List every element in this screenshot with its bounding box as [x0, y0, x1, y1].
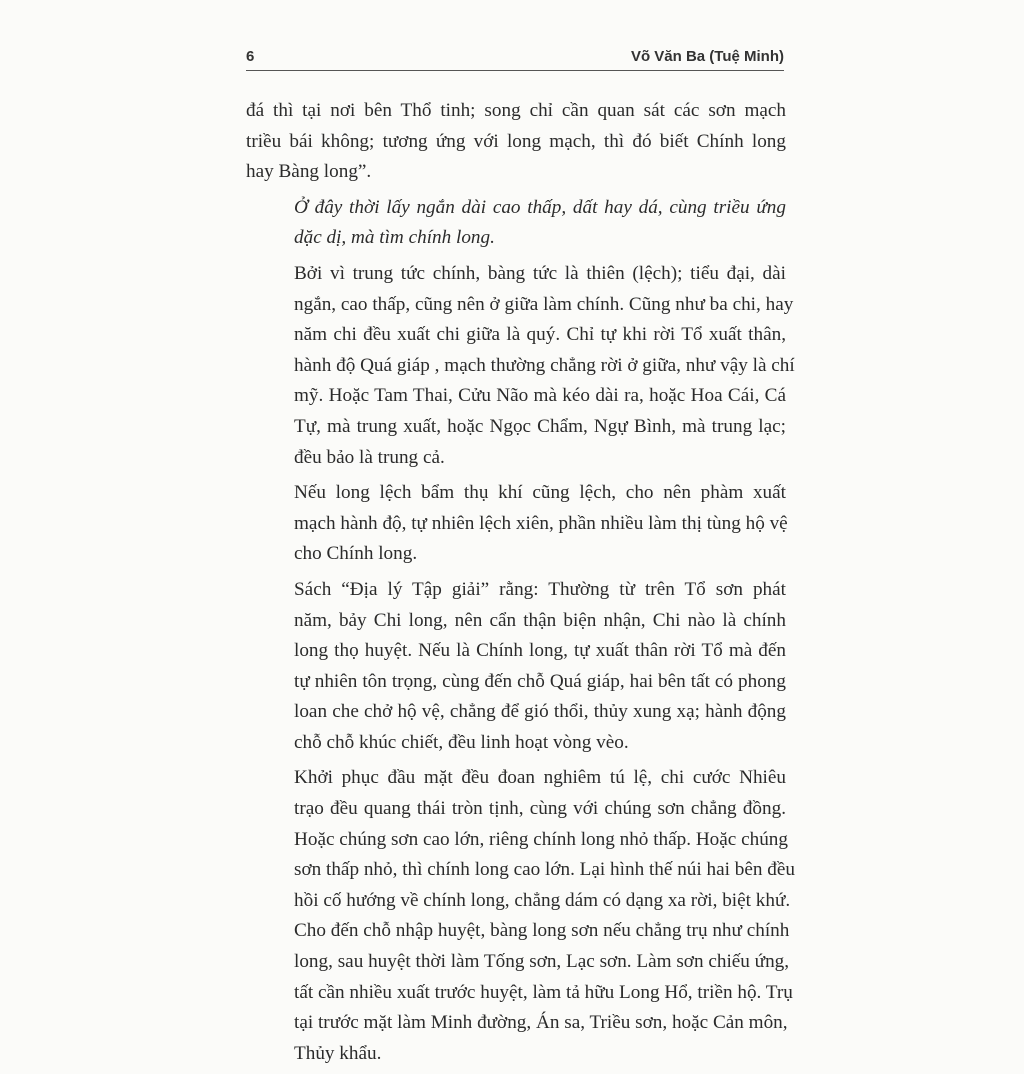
text-line: hồi cố hướng về chính long, chẳng dám có dạng xa rời, biệt khứ. — [294, 889, 791, 911]
page-header — [246, 44, 784, 71]
text-line: trạo đều quang thái tròn tịnh, cùng với chúng sơn chẳng đồng. — [294, 798, 786, 820]
running-head-author: Võ Văn Ba (Tuệ Minh) — [630, 48, 784, 65]
text-line: sơn thấp nhỏ, thì chính long cao lớn. Lại hình thế núi hai bên đều — [294, 859, 795, 881]
text-line: dặc dị, mà tìm chính long. — [294, 227, 495, 249]
text-line: Thủy khẩu. — [294, 1042, 382, 1064]
text-line: hành độ Quá giáp , mạch thường chẳng rời ở giữa, như vậy là chí — [294, 354, 795, 376]
text-line: năm, bảy Chi long, nên cẩn thận biện nhận, Chi nào là chính — [294, 609, 786, 631]
text-line: Tự, mà trung xuất, hoặc Ngọc Chẩm, Ngự Bình, mà trung lạc; — [294, 415, 786, 437]
paragraph — [246, 575, 786, 759]
text-line: Bởi vì trung tức chính, bàng tức là thiên (lệch); tiểu đại, dài — [294, 262, 786, 284]
text-line: tất cần nhiều xuất trước huyệt, làm tả hữu Long Hổ, triền hộ. Trụ — [294, 981, 793, 1003]
text-line: tự nhiên tôn trọng, cùng đến chỗ Quá giáp, hai bên tất có phong — [294, 670, 786, 692]
body-text — [246, 96, 795, 1074]
paragraph — [246, 478, 786, 570]
text-line: loan che chở hộ vệ, chẳng để gió thổi, thủy xung xạ; hành động — [294, 701, 786, 723]
text-line: long, sau huyệt thời làm Tống sơn, Lạc sơn. Làm sơn chiếu ứng, — [294, 951, 790, 973]
text-line: đá thì tại nơi bên Thổ tinh; song chỉ cần quan sát các sơn mạch — [246, 100, 786, 121]
text-line: long thọ huyệt. Nếu là Chính long, tự xuất thân rời Tổ mà đến — [294, 640, 786, 662]
paragraph — [246, 96, 786, 188]
text-line: Ở đây thời lấy ngắn dài cao thấp, dất hay dá, cùng triều ứng — [294, 196, 786, 218]
text-line: Nếu long lệch bẩm thụ khí cũng lệch, cho nên phàm xuất — [294, 482, 786, 504]
paragraph — [246, 193, 786, 254]
page-number: 6 — [246, 48, 255, 65]
text-line: tại trước mặt làm Minh đường, Án sa, Triều sơn, hoặc Cản môn, — [294, 1012, 788, 1034]
text-line: mỹ. Hoặc Tam Thai, Cửu Não mà kéo dài ra, hoặc Hoa Cái, Cá — [294, 385, 786, 407]
text-line: ngắn, cao thấp, cũng nên ở giữa làm chính. Cũng như ba chi, hay — [294, 293, 794, 315]
text-line: Hoặc chúng sơn cao lớn, riêng chính long nhỏ thấp. Hoặc chúng — [294, 828, 788, 850]
text-line: Khởi phục đầu mặt đều đoan nghiêm tú lệ, chi cước Nhiêu — [294, 767, 786, 789]
text-line: cho Chính long. — [294, 543, 418, 565]
text-line: Cho đến chỗ nhập huyệt, bàng long sơn nếu chẳng trụ như chính — [294, 920, 790, 942]
text-line: Sách “Địa lý Tập giải” rằng: Thường từ trên Tổ sơn phát — [294, 578, 786, 600]
text-line: triều bái không; tương ứng với long mạch, thì đó biết Chính long — [246, 130, 786, 152]
text-line: năm chi đều xuất chi giữa là quý. Chỉ tự khi rời Tổ xuất thân, — [294, 324, 786, 346]
text-line: mạch hành độ, tự nhiên lệch xiên, phần nhiều làm thị tùng hộ vệ — [294, 512, 788, 534]
paragraph — [246, 259, 795, 473]
paragraph — [246, 763, 795, 1069]
text-line: đều bảo là trung cả. — [294, 446, 445, 468]
text-line: hay Bàng long”. — [246, 161, 372, 183]
text-line: chỗ chỗ khúc chiết, đều linh hoạt vòng vèo. — [294, 731, 629, 753]
